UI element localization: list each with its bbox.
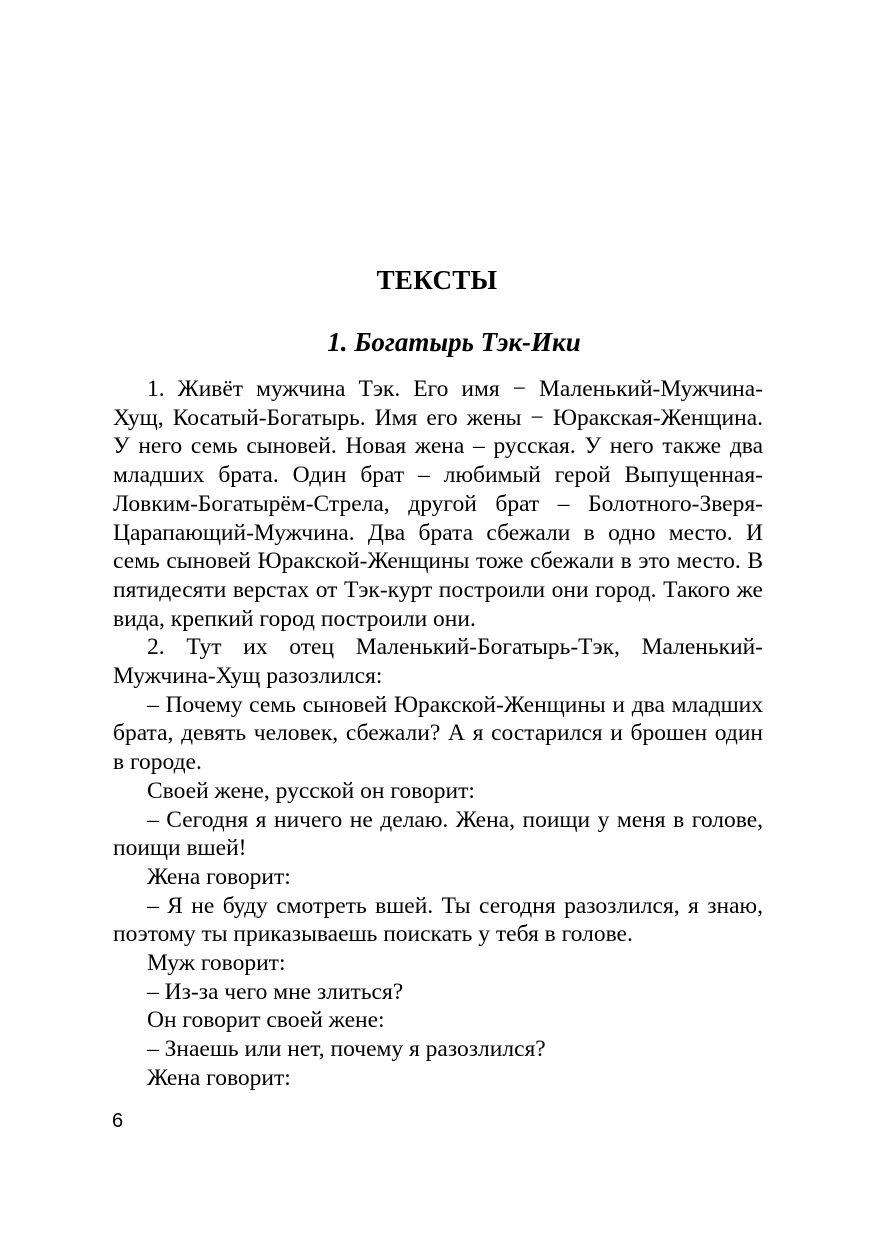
paragraph: – Почему семь сыновей Юракской-Женщины и два младших брата, девять человек, сбежали? А я состарился и брошен один в городе.	[113, 691, 763, 776]
section-heading: ТЕКСТЫ	[376, 265, 498, 295]
paragraph: – Сегодня я ничего не делаю. Жена, поищи у меня в голове, поищи вшей!	[113, 806, 763, 862]
paragraph: Муж говорит:	[147, 950, 286, 977]
paragraph: Он говорит своей жене:	[147, 1007, 385, 1034]
paragraph: Жена говорит:	[147, 1064, 291, 1091]
paragraph: 1. Живёт мужчина Тэк. Его имя − Маленький-Мужчина-Хущ, Косатый-Богатырь. Имя его жены − Юракская-Женщина. У него семь сыновей. Новая жена – русская. У него также два младших брата. Один брат – любимый герой Выпущенная-Ловким-Богатырём-Стрела, другой брат – Болотного-Зверя-Царапающий-Мужчина. Два брата сбежали в одно место. И семь сыновей Юракской-Женщины тоже сбежали в это место. В пятидесяти верстах от Тэк-курт построили они город. Такого же вида, крепкий город построили они.	[113, 376, 763, 632]
paragraph: Своей жене, русской он говорит:	[147, 777, 475, 804]
page-number: 6	[112, 1110, 124, 1132]
paragraph: – Знаешь или нет, почему я разозлился?	[147, 1036, 546, 1063]
story-title: 1. Богатырь Тэк-Ики	[327, 327, 581, 357]
paragraph: – Из-за чего мне злиться?	[147, 978, 404, 1005]
paragraph: Жена говорит:	[147, 863, 291, 890]
story-body	[113, 375, 763, 1093]
paragraph: – Я не буду смотреть вшей. Ты сегодня разозлился, я знаю, поэтому ты приказываешь поискать у тебя в голове.	[113, 892, 763, 948]
paragraph: 2. Тут их отец Маленький-Богатырь-Тэк, Маленький-Мужчина-Хущ разозлился:	[113, 634, 763, 690]
